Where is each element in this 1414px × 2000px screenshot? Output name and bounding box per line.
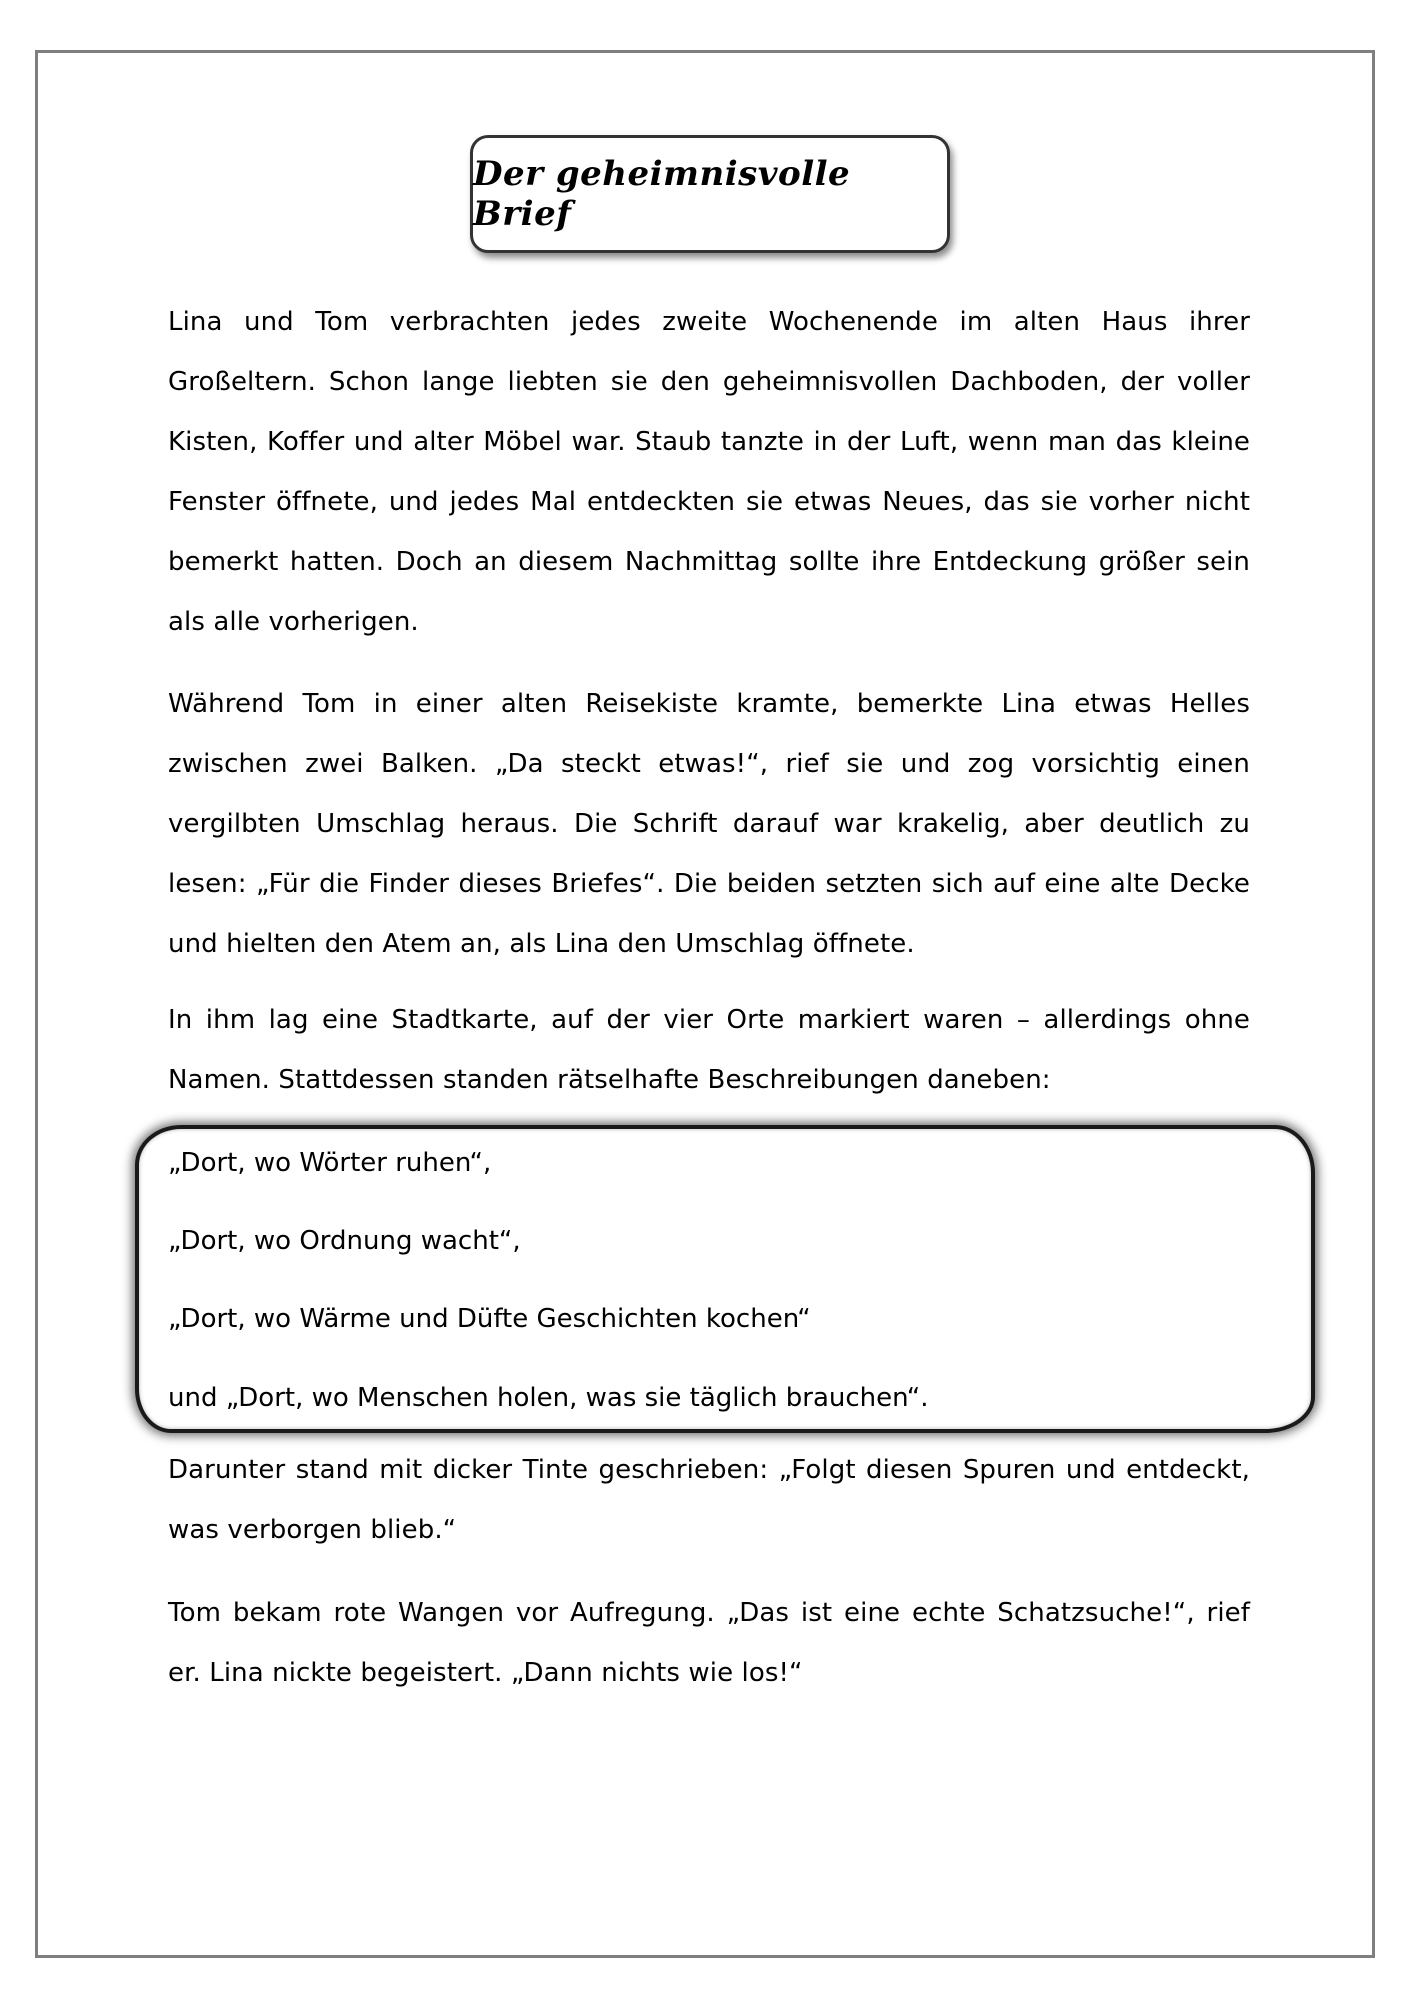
title-box: [470, 135, 950, 253]
story-paragraph-2: Während Tom in einer alten Reisekiste kramte, bemerkte Lina etwas Helles zwischen zwei Balken. „Da steckt etwas!“, rief sie und zog vorsichtig einen vergilbten Umschlag heraus. Die Schrift darauf war krakelig, aber deutlich zu lesen: „Für die Finder dieses Briefes“. Die beiden setzten sich auf eine alte Decke und hielten den Atem an, als Lina den Umschlag öffnete.: [168, 689, 1250, 959]
story-paragraph-5: Tom bekam rote Wangen vor Aufregung. „Das ist eine echte Schatzsuche!“, rief er. Lina nickte begeistert. „Dann nichts wie los!“: [168, 1598, 1250, 1688]
story-paragraph-4: Darunter stand mit dicker Tinte geschrieben: „Folgt diesen Spuren und entdeckt, was verborgen blieb.“: [168, 1455, 1250, 1545]
clue-line-4: und „Dort, wo Menschen holen, was sie täglich brauchen“.: [168, 1383, 929, 1413]
page-title: Der geheimnisvolle Brief: [473, 154, 851, 234]
clue-line-3: „Dort, wo Wärme und Düfte Geschichten kochen“: [168, 1304, 811, 1334]
story-paragraph-3: In ihm lag eine Stadtkarte, auf der vier Orte markiert waren – allerdings ohne Namen. Stattdessen standen rätselhafte Beschreibungen daneben:: [168, 1005, 1250, 1095]
story-paragraph-1: Lina und Tom verbrachten jedes zweite Wochenende im alten Haus ihrer Großeltern. Schon lange liebten sie den geheimnisvollen Dachboden, der voller Kisten, Koffer und alter Möbel war. Staub tanzte in der Luft, wenn man das kleine Fenster öffnete, und jedes Mal entdeckten sie etwas Neues, das sie vorher nicht bemerkt hatten. Doch an diesem Nachmittag sollte ihre Entdeckung größer sein als alle vorherigen.: [168, 307, 1250, 637]
clue-line-2: „Dort, wo Ordnung wacht“,: [168, 1226, 521, 1256]
clue-line-1: „Dort, wo Wörter ruhen“,: [168, 1148, 492, 1178]
